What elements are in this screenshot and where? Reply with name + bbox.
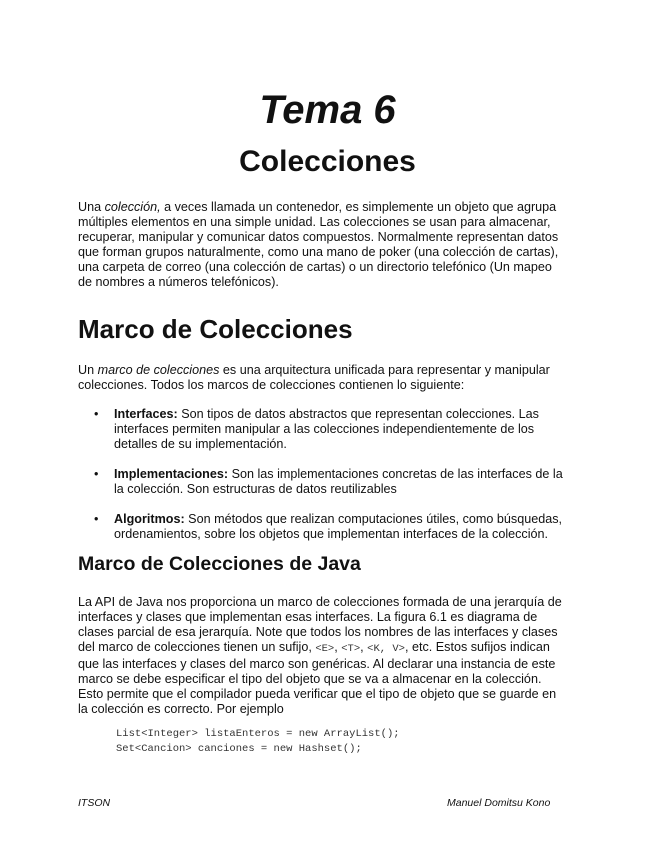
text-line: Esto permite que el compilador pueda verificar que el tipo de objeto que se guarde en <box>78 687 557 701</box>
text: del marco de colecciones tienen un sufijo, <box>78 640 316 654</box>
text-line: recuperar, manipular y comunicar datos compuestos. Normalmente representan datos <box>78 230 559 244</box>
text-line: marco se debe especificar el tipo del objeto que se va a almacenar en la colección. <box>78 672 542 686</box>
bullet-icon: • <box>94 512 99 526</box>
text-line: ordenamientos, sobre los objetos que implementan interfaces de la colección. <box>114 527 549 541</box>
text-line: interfaces y clases que implementan esas interfaces. La figura 6.1 es diagrama de <box>78 610 538 624</box>
emphasis: colección, <box>104 200 161 214</box>
text: , <box>334 640 342 654</box>
code-line: Set<Cancion> canciones = new Hashset(); <box>116 743 362 755</box>
text: Son tipos de datos abstractos que representan colecciones. Las <box>177 407 539 421</box>
section-heading: Marco de Colecciones <box>78 314 353 344</box>
text: Son las implementaciones concretas de las interfaces de la <box>228 467 563 481</box>
term: Algoritmos: <box>114 512 185 526</box>
code-inline: <K, V> <box>367 643 405 655</box>
text-line: colecciones. Todos los marcos de colecciones contienen lo siguiente: <box>78 378 465 392</box>
text-line: interfaces permiten manipular a las colecciones independientemente de los <box>114 422 535 436</box>
text: Una <box>78 200 105 214</box>
text: a veces llamada un contenedor, es simplemente un objeto que agrupa <box>160 200 557 214</box>
text: , <box>360 640 368 654</box>
bullet-icon: • <box>94 467 99 481</box>
text-line: que forman grupos naturalmente, como una mano de poker (una colección de cartas), <box>78 245 559 259</box>
footer-left: ITSON <box>78 797 111 809</box>
section1-paragraph <box>78 363 598 393</box>
text-line: que las interfaces y clases del marco son genéricas. Al declarar una instancia de este <box>78 657 556 671</box>
text: es una arquitectura unificada para representar y manipular <box>219 363 550 377</box>
text-line: detalles de su implementación. <box>114 437 287 451</box>
section2-paragraph <box>78 595 598 717</box>
text-line: una carpeta de correo (una colección de cartas) o un directorio telefónico (Un mapeo <box>78 260 552 274</box>
code-line: List<Integer> listaEnteros = new ArrayList(); <box>116 728 400 740</box>
text-line: la colección es correcto. Por ejemplo <box>78 702 284 716</box>
code-block <box>116 727 400 757</box>
term: Interfaces: <box>114 407 178 421</box>
term: Implementaciones: <box>114 467 229 481</box>
footer-right: Manuel Domitsu Kono <box>447 797 551 809</box>
code-inline: <E> <box>315 643 335 655</box>
emphasis: marco de colecciones <box>97 363 220 377</box>
intro-paragraph <box>78 200 598 290</box>
subsection-heading: Marco de Colecciones de Java <box>78 553 361 575</box>
text: Un <box>78 363 98 377</box>
text-line: clases parcial de esa jerarquía. Note que todos los nombres de las interfaces y clases <box>78 625 558 639</box>
text-line: la colección. Son estructuras de datos reutilizables <box>114 482 397 496</box>
code-inline: <T> <box>341 643 361 655</box>
text-line: múltiples elementos en una simple unidad. Las colecciones se usan para almacenar, <box>78 215 551 229</box>
bullet-icon: • <box>94 407 99 421</box>
text: , etc. Estos sufijos indican <box>404 640 550 654</box>
chapter-title: Tema 6 <box>259 88 396 132</box>
text-line: de nombres a números telefónicos). <box>78 275 279 289</box>
chapter-subtitle: Colecciones <box>239 145 416 178</box>
text: Son métodos que realizan computaciones útiles, como búsquedas, <box>184 512 563 526</box>
text-line: La API de Java nos proporciona un marco de colecciones formada de una jerarquía de <box>78 595 562 609</box>
